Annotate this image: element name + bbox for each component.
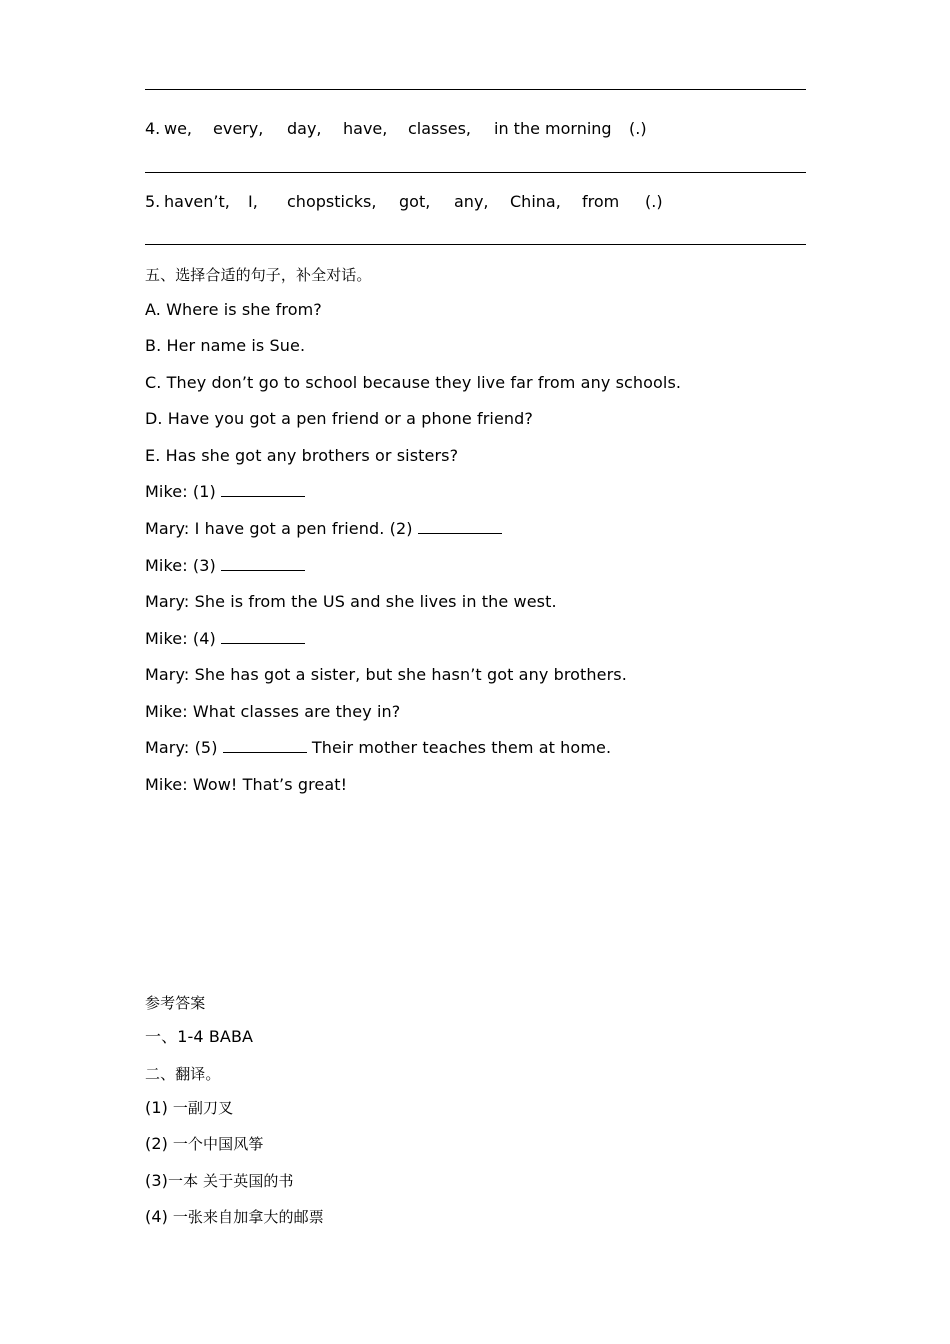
dialogue-line-2: Mary: I have got a pen friend. (2) bbox=[145, 519, 502, 539]
option-b: B. Her name is Sue. bbox=[145, 336, 306, 355]
answer-line-3 bbox=[145, 89, 806, 90]
dialogue-line-3: Mike: (3) bbox=[145, 556, 305, 576]
q5-word: China, bbox=[510, 192, 561, 211]
dialogue-line-4: Mary: She is from the US and she lives in the west. bbox=[145, 592, 557, 611]
q4-number: 4. bbox=[145, 119, 161, 138]
answer-item-1: (1) 一副刀叉 bbox=[145, 1098, 234, 1117]
q4-word: every, bbox=[213, 119, 264, 138]
answer-item-2: (2) 一个中国风筝 bbox=[145, 1134, 264, 1153]
q4-word: day, bbox=[287, 119, 322, 138]
q5-number: 5. bbox=[145, 192, 161, 211]
q5-word: I, bbox=[248, 192, 258, 211]
answers-part-1: 一、1-4 BABA bbox=[145, 1027, 254, 1046]
dialogue-line-9: Mike: Wow! That’s great! bbox=[145, 775, 348, 794]
option-e: E. Has she got any brothers or sisters? bbox=[145, 446, 459, 465]
q4-word: (.) bbox=[629, 119, 647, 138]
blank-3[interactable] bbox=[221, 556, 305, 571]
blank-1[interactable] bbox=[221, 482, 305, 497]
answer-item-3: (3)一本 关于英国的书 bbox=[145, 1171, 294, 1190]
answers-part-2: 二、翻译。 bbox=[145, 1065, 221, 1083]
q4-word: classes, bbox=[408, 119, 471, 138]
q4-word: in the morning bbox=[494, 119, 612, 138]
dialogue-line-5: Mike: (4) bbox=[145, 629, 305, 649]
answers-heading: 参考答案 bbox=[145, 994, 206, 1012]
dialogue-line-8: Mary: (5) Their mother teaches them at home. bbox=[145, 738, 612, 757]
q5-word: (.) bbox=[645, 192, 663, 211]
answer-line-5 bbox=[145, 244, 806, 245]
q5-word: chopsticks, bbox=[287, 192, 377, 211]
dialogue-line-7: Mike: What classes are they in? bbox=[145, 702, 401, 721]
dialogue-line-6: Mary: She has got a sister, but she hasn’t got any brothers. bbox=[145, 665, 627, 684]
dialogue-line-1: Mike: (1) bbox=[145, 482, 305, 502]
option-d: D. Have you got a pen friend or a phone friend? bbox=[145, 409, 534, 428]
option-a: A. Where is she from? bbox=[145, 300, 322, 319]
q5-word: any, bbox=[454, 192, 489, 211]
answer-line-4 bbox=[145, 172, 806, 173]
blank-4[interactable] bbox=[221, 629, 305, 644]
q5-word: got, bbox=[399, 192, 431, 211]
q4-word: we, bbox=[164, 119, 193, 138]
q5-word: haven’t, bbox=[164, 192, 230, 211]
blank-2[interactable] bbox=[418, 519, 502, 534]
blank-5[interactable] bbox=[223, 738, 307, 753]
section-5-heading: 五、选择合适的句子，补全对话。 bbox=[145, 266, 372, 284]
option-c: C. They don’t go to school because they live far from any schools. bbox=[145, 373, 682, 392]
answer-item-4: (4) 一张来自加拿大的邮票 bbox=[145, 1207, 324, 1226]
q5-word: from bbox=[582, 192, 620, 211]
q4-word: have, bbox=[343, 119, 388, 138]
